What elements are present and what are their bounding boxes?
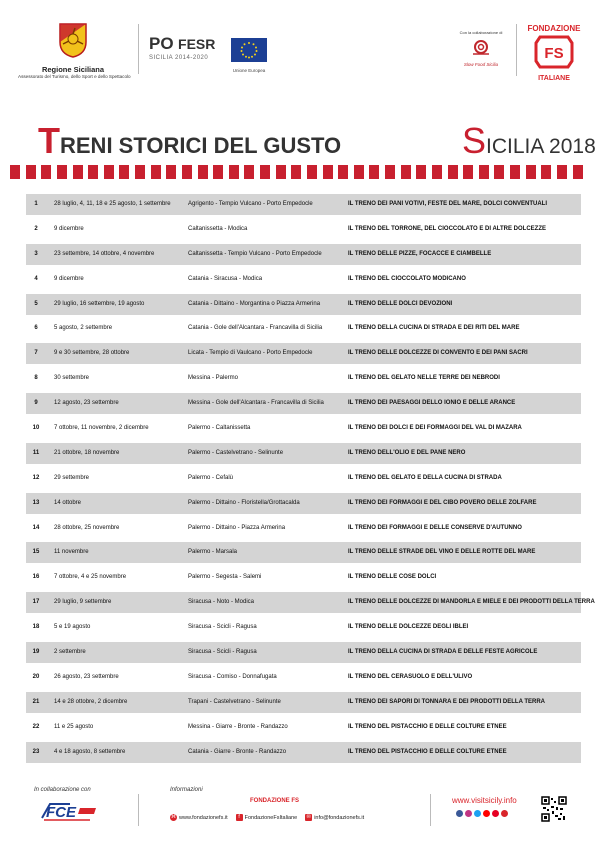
row-number: 2 bbox=[34, 225, 38, 232]
eu-caption: Unione Europea bbox=[232, 68, 266, 73]
table-row bbox=[26, 393, 581, 414]
footer-fs-label: FONDAZIONE FS bbox=[250, 798, 299, 804]
row-route: Palermo - Dittaino - Floristella/Grottacalda bbox=[188, 499, 300, 506]
eu-flag-icon bbox=[231, 38, 267, 62]
table-row bbox=[26, 518, 581, 539]
row-number: 4 bbox=[34, 275, 38, 282]
row-number: 10 bbox=[32, 425, 40, 432]
row-route: Caltanissetta - Tempio Vulcano - Porto Empedocle bbox=[188, 250, 322, 257]
subtitle-initial: S bbox=[462, 120, 487, 161]
red-dash bbox=[260, 165, 270, 179]
row-route: Catania - Giarre - Bronte - Randazzo bbox=[188, 748, 287, 755]
red-dash bbox=[385, 165, 395, 179]
row-route: Palermo - Marsala bbox=[188, 549, 238, 556]
title-initial: T bbox=[38, 120, 60, 161]
red-dash bbox=[463, 165, 473, 179]
row-dates: 2 settembre bbox=[54, 649, 86, 656]
red-dash bbox=[354, 165, 364, 179]
row-dates: 29 luglio, 9 settembre bbox=[54, 599, 112, 606]
row-dates: 11 novembre bbox=[54, 549, 89, 556]
red-dash bbox=[510, 165, 520, 179]
row-dates: 14 ottobre bbox=[54, 499, 82, 506]
row-route: Siracusa - Scicli - Ragusa bbox=[188, 624, 257, 631]
row-number: 15 bbox=[32, 549, 40, 556]
row-dates: 9 e 30 settembre, 28 ottobre bbox=[54, 350, 130, 357]
fce-logo bbox=[40, 800, 98, 822]
row-dates: 29 luglio, 16 settembre, 19 agosto bbox=[54, 300, 145, 307]
qr-code-icon[interactable] bbox=[541, 796, 567, 822]
footer-divider bbox=[138, 794, 139, 826]
email-link[interactable]: ✉ info@fondazionefs.it bbox=[306, 814, 365, 821]
red-dash bbox=[307, 165, 317, 179]
red-dash bbox=[432, 165, 442, 179]
table-row bbox=[26, 742, 581, 763]
fs-top-text: FONDAZIONE bbox=[527, 24, 581, 33]
row-route: Siracusa - Noto - Modica bbox=[188, 599, 255, 606]
row-number: 22 bbox=[32, 723, 40, 730]
facebook-icon: f bbox=[236, 814, 243, 821]
row-number: 11 bbox=[32, 449, 40, 456]
header-divider bbox=[138, 24, 139, 74]
red-dash bbox=[104, 165, 114, 179]
row-number: 6 bbox=[34, 325, 38, 332]
website-link[interactable]: ⌘ www.fondazionefs.it bbox=[171, 814, 228, 821]
table-row bbox=[26, 294, 581, 315]
red-dash bbox=[573, 165, 583, 179]
twitter-icon[interactable] bbox=[474, 810, 481, 817]
header-divider-right bbox=[516, 24, 517, 76]
fesr-years: SICILIA 2014-2020 bbox=[149, 55, 209, 61]
row-route: Messina - Gole dell'Alcantara - Francavilla di Sicilia bbox=[188, 400, 324, 407]
row-train-name: IL TRENO DEL CERASUOLO E DELL'ULIVO bbox=[348, 673, 473, 680]
row-route: Messina - Giarre - Bronte - Randazzo bbox=[188, 723, 288, 730]
youtube-icon[interactable] bbox=[483, 810, 490, 817]
red-dash bbox=[26, 165, 36, 179]
table-row bbox=[26, 443, 581, 464]
row-route: Palermo - Caltanissetta bbox=[188, 425, 251, 432]
row-train-name: IL TRENO DEI FORMAGGI E DELLE CONSERVE D'AUTUNNO bbox=[348, 524, 522, 531]
red-dash-rule bbox=[10, 165, 601, 179]
page-subtitle bbox=[462, 120, 596, 162]
row-number: 8 bbox=[34, 375, 38, 382]
footer-divider-right bbox=[430, 794, 431, 826]
email-icon: ✉ bbox=[306, 814, 311, 820]
row-train-name: IL TRENO DELLE PIZZE, FOCACCE E CIAMBELLE bbox=[348, 250, 492, 257]
row-number: 7 bbox=[34, 350, 38, 357]
red-dash bbox=[198, 165, 208, 179]
fondazione-fs-logo bbox=[521, 24, 587, 82]
red-dash bbox=[416, 165, 426, 179]
po-text: PO bbox=[149, 34, 174, 53]
row-dates: 5 e 19 agosto bbox=[54, 624, 91, 631]
red-dash bbox=[448, 165, 458, 179]
visit-sicily-link[interactable]: www.visitsicily.info bbox=[452, 796, 517, 805]
table-row bbox=[26, 617, 581, 638]
row-route: Siracusa - Comiso - Donnafugata bbox=[188, 673, 277, 680]
row-train-name: IL TRENO DEI SAPORI DI TONNARA E DEI PRODOTTI DELLA TERRA bbox=[348, 698, 546, 705]
table-row bbox=[26, 667, 581, 688]
footer-info-label: Informazioni bbox=[170, 787, 203, 793]
row-train-name: IL TRENO DELLA CUCINA DI STRADA E DEI RITI DEL MARE bbox=[348, 325, 520, 332]
facebook-link[interactable]: f FondazioneFsItaliane bbox=[236, 814, 298, 821]
row-train-name: IL TRENO DEL GELATO NELLE TERRE DEI NEBRODI bbox=[348, 375, 500, 382]
row-train-name: IL TRENO DELLA CUCINA DI STRADA E DELLE FESTE AGRICOLE bbox=[348, 649, 538, 656]
red-dash bbox=[526, 165, 536, 179]
row-dates: 12 agosto, 23 settembre bbox=[54, 400, 119, 407]
row-route: Palermo - Segesta - Salemi bbox=[188, 574, 262, 581]
red-dash bbox=[41, 165, 51, 179]
footer-contacts bbox=[170, 814, 364, 821]
red-dash bbox=[57, 165, 67, 179]
row-train-name: IL TRENO DEL PISTACCHIO E DELLE COLTURE ETNEE bbox=[348, 723, 507, 730]
row-number: 20 bbox=[32, 673, 40, 680]
red-dash bbox=[479, 165, 489, 179]
collaboration-label: Con la collaborazione di bbox=[459, 30, 503, 35]
table-row bbox=[26, 567, 581, 588]
row-route: Trapani - Castelvetrano - Selinunte bbox=[188, 698, 281, 705]
po-fesr-logo bbox=[149, 34, 221, 61]
fs-bottom-text: ITALIANE bbox=[538, 75, 570, 82]
red-dash bbox=[229, 165, 239, 179]
table-row bbox=[26, 418, 581, 439]
table-row bbox=[26, 343, 581, 364]
instagram-icon[interactable] bbox=[465, 810, 472, 817]
red-dash bbox=[166, 165, 176, 179]
red-dash bbox=[213, 165, 223, 179]
table-row bbox=[26, 717, 581, 738]
row-train-name: IL TRENO DELLE DOLCI DEVOZIONI bbox=[348, 300, 453, 307]
table-row bbox=[26, 493, 581, 514]
row-number: 23 bbox=[32, 748, 40, 755]
row-dates: 5 agosto, 2 settembre bbox=[54, 325, 113, 332]
eu-logo bbox=[231, 38, 267, 73]
row-number: 13 bbox=[32, 499, 40, 506]
row-number: 17 bbox=[32, 599, 40, 606]
row-number: 14 bbox=[32, 524, 40, 531]
row-dates: 21 ottobre, 18 novembre bbox=[54, 449, 120, 456]
red-dash bbox=[494, 165, 504, 179]
row-route: Licata - Tempio di Vaulcano - Porto Empedocle bbox=[188, 350, 313, 357]
flickr-icon[interactable] bbox=[501, 810, 508, 817]
row-number: 19 bbox=[32, 649, 40, 656]
red-dash bbox=[244, 165, 254, 179]
red-dash bbox=[182, 165, 192, 179]
row-train-name: IL TRENO DEI FORMAGGI E DEL CIBO POVERO DELLE ZOLFARE bbox=[348, 499, 537, 506]
fs-mark-text: FS bbox=[544, 45, 564, 62]
red-dash bbox=[276, 165, 286, 179]
regione-siciliana-logo bbox=[18, 22, 131, 79]
red-dash bbox=[401, 165, 411, 179]
row-train-name: IL TRENO DELL'OLIO E DEL PANE NERO bbox=[348, 449, 466, 456]
row-dates: 14 e 28 ottobre, 2 dicembre bbox=[54, 698, 128, 705]
fesr-text: FESR bbox=[178, 36, 216, 52]
row-dates: 26 agosto, 23 settembre bbox=[54, 673, 119, 680]
facebook-social-icon[interactable] bbox=[456, 810, 463, 817]
red-dash bbox=[338, 165, 348, 179]
red-dash bbox=[557, 165, 567, 179]
red-dash bbox=[135, 165, 145, 179]
red-dash bbox=[323, 165, 333, 179]
table-row bbox=[26, 642, 581, 663]
row-route: Palermo - Castelvetrano - Selinunte bbox=[188, 449, 284, 456]
row-dates: 9 dicembre bbox=[54, 225, 84, 232]
table-row bbox=[26, 368, 581, 389]
row-route: Palermo - Cefalù bbox=[188, 474, 234, 481]
table-row bbox=[26, 194, 581, 215]
row-dates: 28 ottobre, 25 novembre bbox=[54, 524, 120, 531]
table-row bbox=[26, 468, 581, 489]
row-dates: 23 settembre, 14 ottobre, 4 novembre bbox=[54, 250, 155, 257]
row-number: 9 bbox=[34, 400, 38, 407]
row-train-name: IL TRENO DELLE DOLCEZZE DI CONVENTO E DEI PANI SACRI bbox=[348, 350, 528, 357]
row-train-name: IL TRENO DEI DOLCI E DEI FORMAGGI DEL VAL DI MAZARA bbox=[348, 425, 522, 432]
table-row bbox=[26, 244, 581, 265]
table-row bbox=[26, 269, 581, 290]
row-number: 21 bbox=[32, 698, 40, 705]
slow-food-brand: Slow Food Sicilia bbox=[463, 62, 499, 67]
page-title bbox=[38, 120, 341, 162]
row-dates: 28 luglio, 4, 11, 18 e 25 agosto, 1 settembre bbox=[54, 201, 171, 207]
red-dash bbox=[541, 165, 551, 179]
row-train-name: IL TRENO DELLE COSE DOLCI bbox=[348, 574, 437, 581]
pinterest-icon[interactable] bbox=[492, 810, 499, 817]
row-dates: 30 settembre bbox=[54, 375, 90, 382]
subtitle-rest: ICILIA 2018 bbox=[486, 135, 596, 158]
row-number: 1 bbox=[34, 201, 38, 207]
row-dates: 7 ottobre, 4 e 25 novembre bbox=[54, 574, 127, 581]
table-row bbox=[26, 692, 581, 713]
row-train-name: IL TRENO DEL GELATO E DELLA CUCINA DI STRADA bbox=[348, 474, 502, 481]
red-dash bbox=[369, 165, 379, 179]
row-number: 5 bbox=[34, 300, 38, 307]
red-dash bbox=[73, 165, 83, 179]
train-schedule-table bbox=[26, 194, 595, 766]
globe-icon: ⌘ bbox=[171, 814, 176, 820]
region-subtitle: Assessorato del Turismo, dello Sport e dello Spettacolo bbox=[18, 74, 131, 79]
slow-food-logo bbox=[452, 30, 510, 67]
row-train-name: IL TRENO DEI PAESAGGI DELLO IONIO E DELLE ARANCE bbox=[348, 400, 516, 407]
sicily-shield-icon bbox=[58, 22, 88, 58]
red-dash bbox=[88, 165, 98, 179]
fs-mark-icon bbox=[534, 35, 574, 69]
red-dash bbox=[291, 165, 301, 179]
row-dates: 11 e 25 agosto bbox=[54, 723, 94, 730]
row-dates: 4 e 18 agosto, 8 settembre bbox=[54, 748, 126, 755]
row-train-name: IL TRENO DELLE DOLCEZZE DEGLI IBLEI bbox=[348, 624, 469, 631]
row-dates: 9 dicembre bbox=[54, 275, 84, 282]
snail-icon bbox=[472, 39, 490, 55]
row-route: Catania - Dittaino - Morgantina o Piazza Armerina bbox=[188, 300, 321, 307]
table-row bbox=[26, 318, 581, 339]
row-number: 16 bbox=[32, 574, 40, 581]
row-route: Messina - Palermo bbox=[188, 375, 239, 382]
row-route: Catania - Siracusa - Modica bbox=[188, 275, 263, 282]
row-train-name: IL TRENO DEL PISTACCHIO E DELLE COLTURE ETNEE bbox=[348, 748, 507, 755]
footer-collab-label: In collaborazione con bbox=[34, 787, 91, 793]
row-route: Catania - Gole dell'Alcantara - Francavilla di Sicilia bbox=[188, 325, 323, 332]
red-dash bbox=[10, 165, 20, 179]
table-row bbox=[26, 219, 581, 240]
row-route: Palermo - Dittaino - Piazza Armerina bbox=[188, 524, 286, 531]
row-train-name: IL TRENO DEL CIOCCOLATO MODICANO bbox=[348, 275, 466, 282]
row-train-name: IL TRENO DEI PANI VOTIVI, FESTE DEL MARE, DOLCI CONVENTUALI bbox=[348, 201, 548, 207]
red-dash bbox=[119, 165, 129, 179]
region-name: Regione Siciliana bbox=[41, 65, 105, 74]
title-rest: RENI STORICI DEL GUSTO bbox=[60, 133, 342, 158]
row-dates: 29 settembre bbox=[54, 474, 90, 481]
red-dash bbox=[151, 165, 161, 179]
row-dates: 7 ottobre, 11 novembre, 2 dicembre bbox=[54, 425, 149, 432]
row-train-name: IL TRENO DELLE DOLCEZZE DI MANDORLA E MIELE E DEI PRODOTTI DELLA TERRA bbox=[348, 599, 595, 606]
row-route: Caltanissetta - Modica bbox=[188, 225, 248, 232]
row-route: Agrigento - Tempio Vulcano - Porto Empedocle bbox=[188, 201, 313, 207]
row-number: 18 bbox=[32, 624, 40, 631]
row-train-name: IL TRENO DEL TORRONE, DEL CIOCCOLATO E DI ALTRE DOLCEZZE bbox=[348, 225, 547, 232]
table-row bbox=[26, 592, 595, 613]
row-route: Siracusa - Scicli - Ragusa bbox=[188, 649, 257, 656]
table-row bbox=[26, 542, 581, 563]
row-train-name: IL TRENO DELLE STRADE DEL VINO E DELLE ROTTE DEL MARE bbox=[348, 549, 536, 556]
fce-text: FCE bbox=[46, 804, 76, 821]
row-number: 3 bbox=[34, 250, 38, 257]
row-number: 12 bbox=[32, 474, 40, 481]
social-icons bbox=[456, 810, 508, 817]
